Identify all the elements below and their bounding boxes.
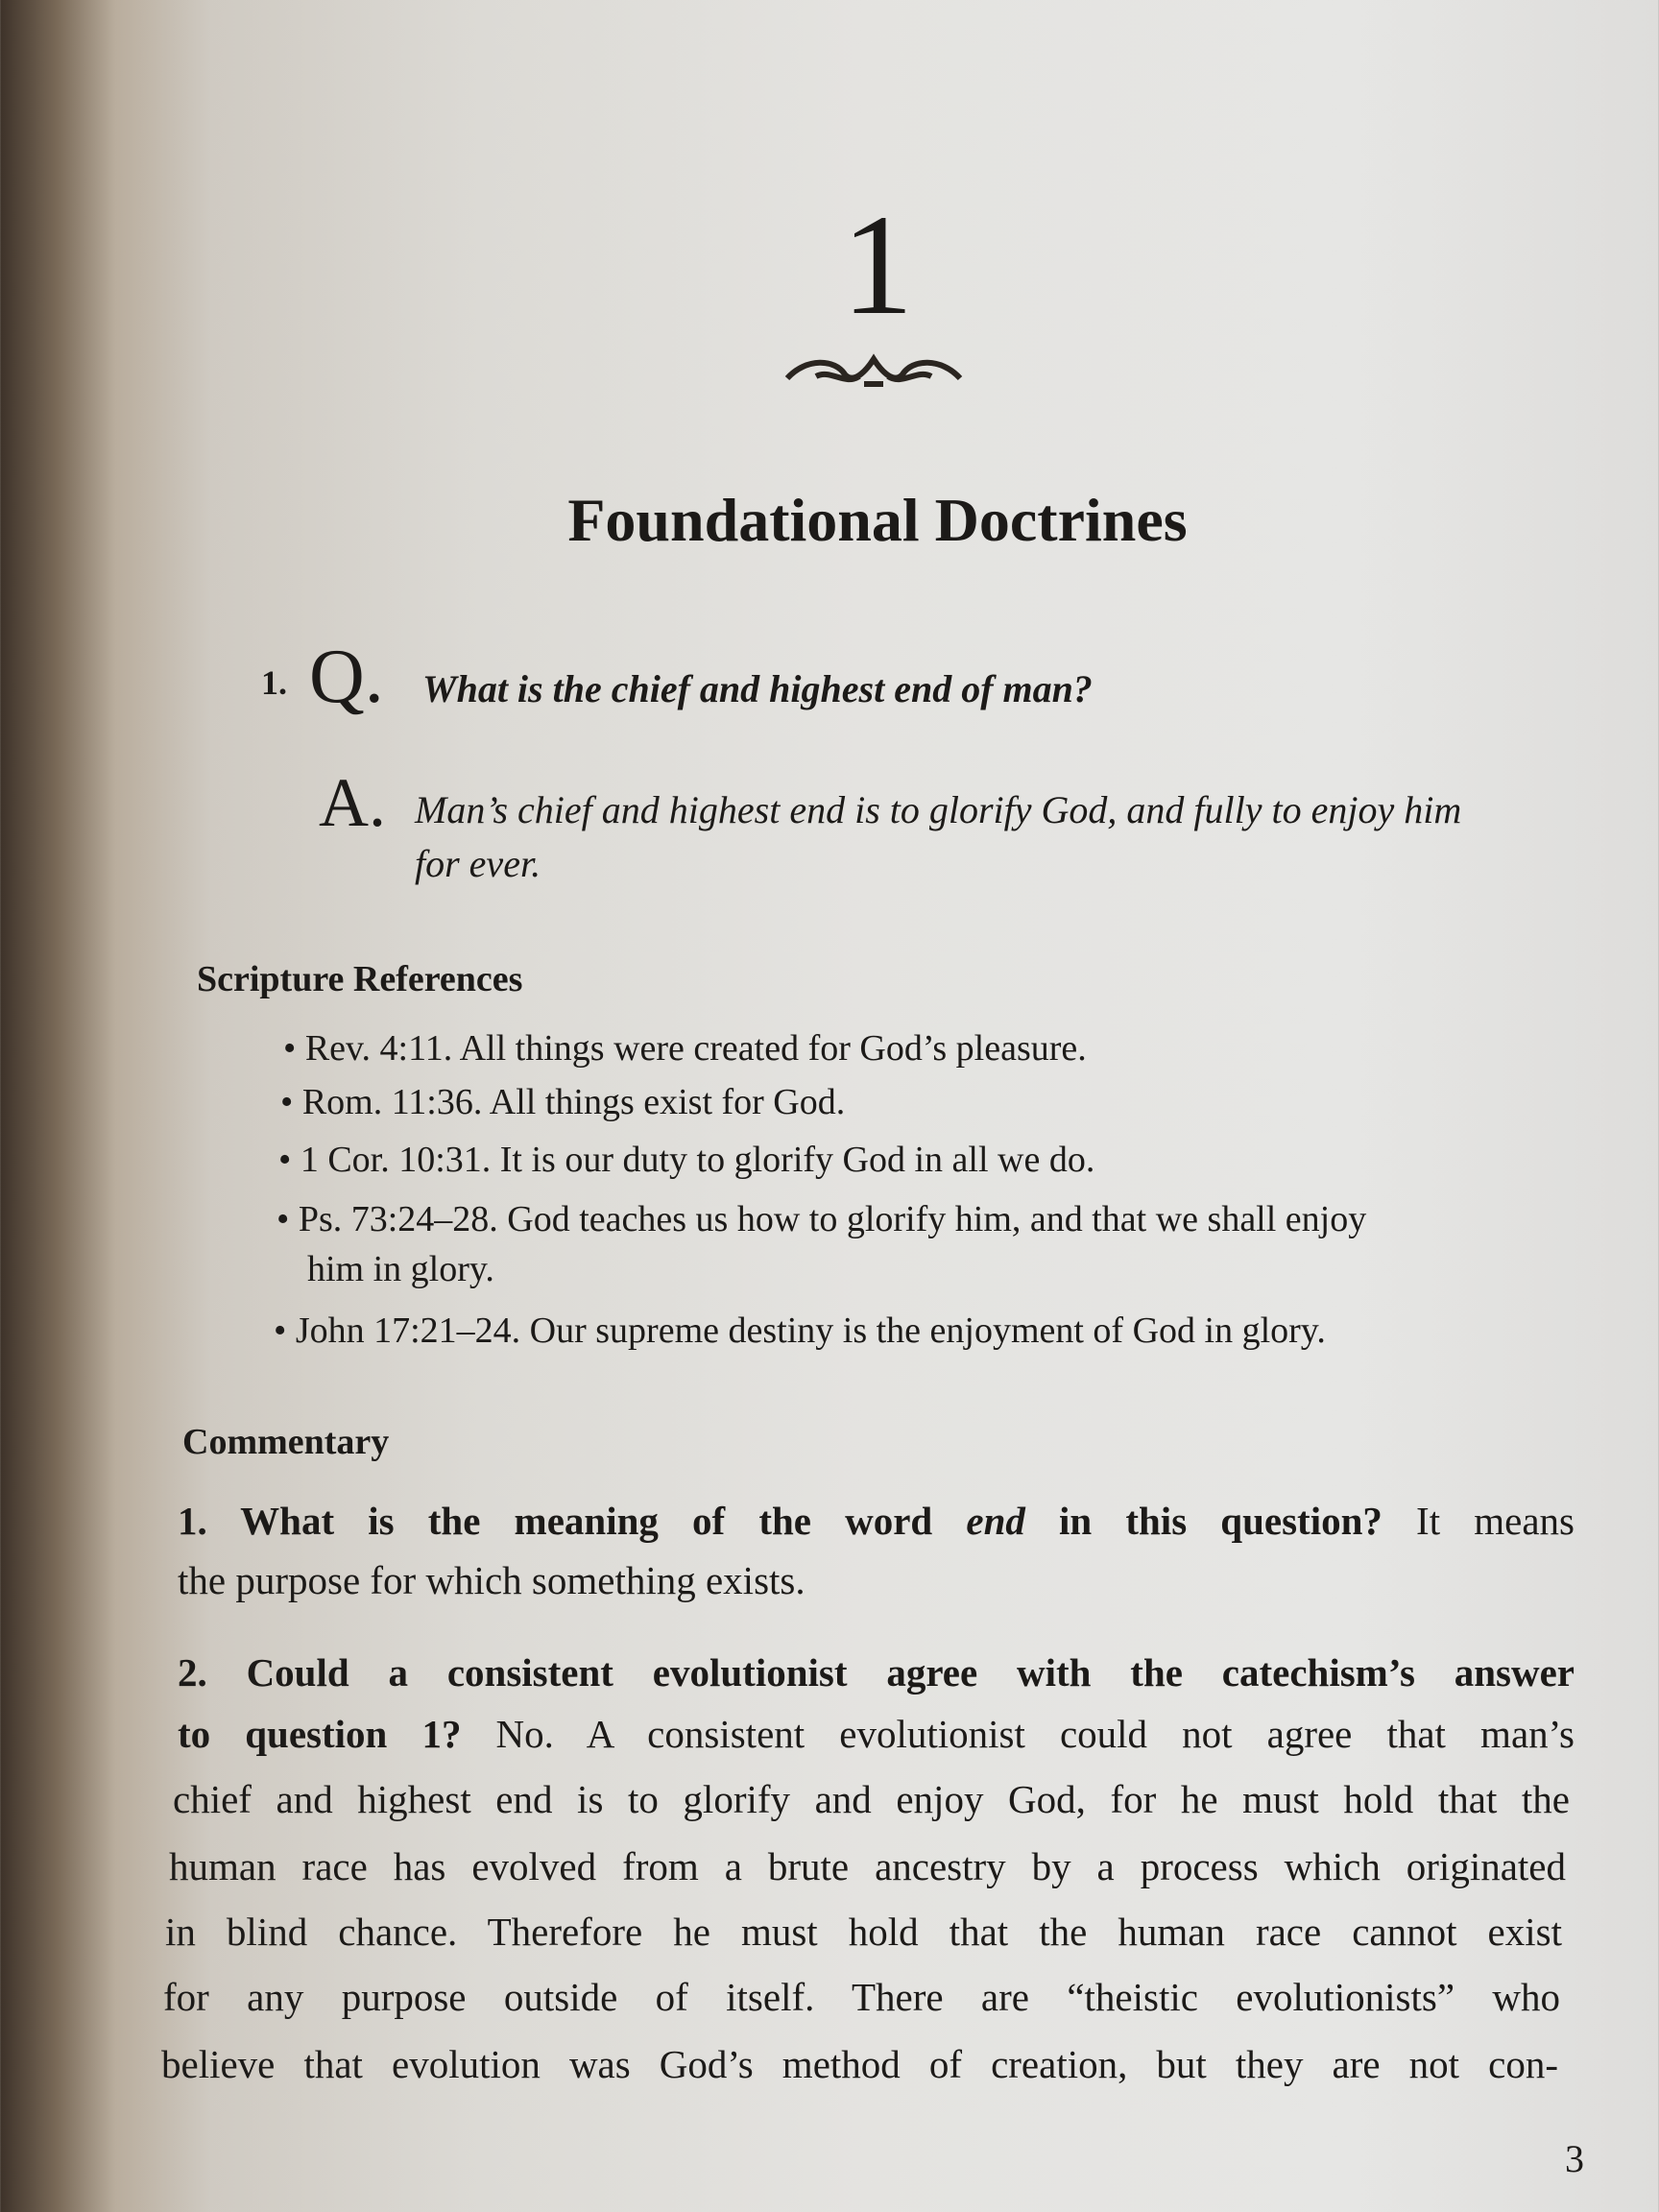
- ornament-icon: [778, 348, 970, 396]
- scripture-text: Rom. 11:36. All things exist for God.: [301, 1082, 846, 1122]
- q-letter: Q.: [309, 635, 384, 719]
- commentary-line: to question 1? No. A consistent evolutionist could not agree that man’s: [178, 1712, 1575, 1756]
- scripture-item: • 1 Cor. 10:31. It is our duty to glorify God in all we do.: [278, 1140, 1095, 1180]
- commentary-heading: Commentary: [182, 1422, 390, 1462]
- chapter-title: Foundational Doctrines: [567, 486, 1188, 554]
- answer-text-cont: for ever.: [415, 842, 541, 885]
- answer-text: Man’s chief and highest end is to glorify God, and fully to enjoy him: [415, 788, 1462, 831]
- commentary-line: in blind chance. Therefore he must hold that the human race cannot exist: [165, 1910, 1562, 1954]
- commentary-line: 2. Could a consistent evolutionist agree with the catechism’s answer: [178, 1650, 1575, 1695]
- commentary-line: believe that evolution was God’s method of creation, but they are not con-: [161, 2042, 1558, 2086]
- scripture-text: Ps. 73:24–28. God teaches us how to glorify him, and that we shall enjoy: [298, 1199, 1367, 1239]
- question-number: 1.: [261, 663, 287, 702]
- commentary-line: chief and highest end is to glorify and enjoy God, for he must hold that the: [173, 1777, 1570, 1821]
- commentary-line: for any purpose outside of itself. There are “theistic evolutionists” who: [163, 1975, 1560, 2019]
- scripture-text: Rev. 4:11. All things were created for God’s pleasure.: [304, 1028, 1087, 1069]
- scripture-text: 1 Cor. 10:31. It is our duty to glorify God in all we do.: [300, 1140, 1095, 1180]
- commentary-line: the purpose for which something exists.: [178, 1558, 805, 1602]
- commentary-line: human race has evolved from a brute ancestry by a process which originated: [169, 1844, 1566, 1888]
- page-number: 3: [1565, 2137, 1584, 2180]
- chapter-number: 1: [841, 185, 914, 345]
- scripture-item: • Rom. 11:36. All things exist for God.: [280, 1082, 846, 1122]
- scripture-item: • Ps. 73:24–28. God teaches us how to glorify him, and that we shall enjoy: [276, 1199, 1367, 1239]
- commentary-line: 1. What is the meaning of the word end in this question? It means: [178, 1499, 1575, 1543]
- scripture-item: • John 17:21–24. Our supreme destiny is the enjoyment of God in glory.: [274, 1310, 1326, 1351]
- scripture-heading: Scripture References: [197, 959, 523, 999]
- a-letter: A.: [319, 764, 386, 841]
- scripture-item: • Rev. 4:11. All things were created for God’s pleasure.: [283, 1028, 1087, 1069]
- scripture-item-cont: him in glory.: [307, 1249, 494, 1289]
- scripture-text: John 17:21–24. Our supreme destiny is the enjoyment of God in glory.: [295, 1310, 1326, 1351]
- question-text: What is the chief and highest end of man?: [422, 667, 1093, 710]
